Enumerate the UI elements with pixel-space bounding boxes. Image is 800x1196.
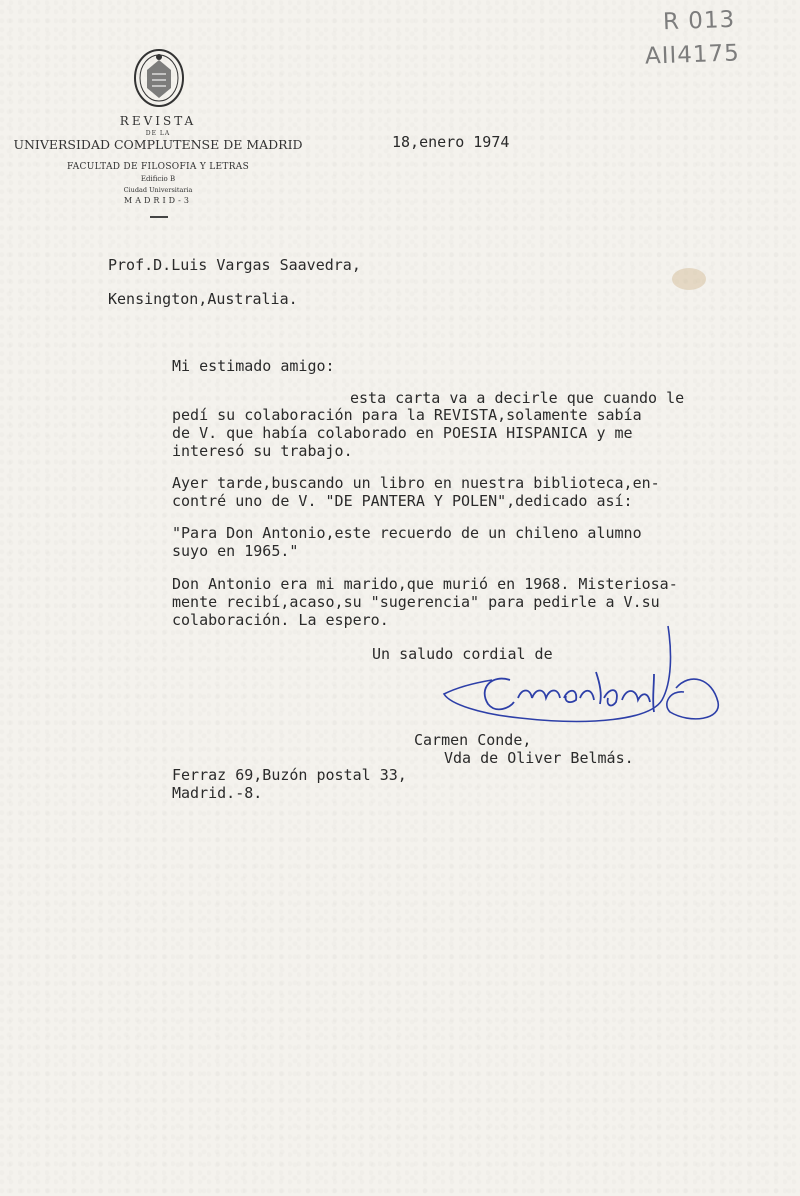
letterhead-faculty: FACULTAD DE FILOSOFIA Y LETRAS [66, 162, 250, 172]
body-line: interesó su trabajo. [172, 442, 353, 460]
handwritten-signature [440, 622, 725, 740]
body-line: Don Antonio era mi marido,que murió en 1968. Misteriosa- [172, 575, 678, 593]
recipient-location: Kensington,Australia. [108, 290, 298, 308]
body-line: pedí su colaboración para la REVISTA,solamente sabía [172, 406, 642, 424]
letterhead-revista: REVISTA [119, 114, 197, 128]
university-seal-icon [133, 48, 185, 108]
body-line: mente recibí,acaso,su "sugerencia" para pedirle a V.su [172, 593, 660, 611]
typed-signatory-name: Carmen Conde, [414, 731, 532, 749]
archive-code: R 013 [662, 6, 736, 36]
body-line: esta carta va a decirle que cuando le [350, 389, 685, 407]
body-line: suyo en 1965." [172, 542, 299, 560]
letterhead-campus: Ciudad Universitaria [123, 186, 193, 194]
letterhead-university: UNIVERSIDAD COMPLUTENSE DE MADRID [13, 137, 303, 152]
salutation: Mi estimado amigo: [172, 357, 335, 375]
closing: Un saludo cordial de [372, 645, 553, 663]
body-line: colaboración. La espero. [172, 611, 389, 629]
body-line: Ayer tarde,buscando un libro en nuestra biblioteca,en- [172, 474, 660, 492]
recipient-name: Prof.D.Luis Vargas Saavedra, [108, 256, 361, 274]
body-line: "Para Don Antonio,este recuerdo de un chileno alumno [172, 524, 642, 542]
paper-stain [672, 268, 706, 290]
letterhead-city: MADRID-3 [124, 196, 192, 205]
letter-date: 18,enero 1974 [392, 133, 510, 151]
body-line: contré uno de V. "DE PANTERA Y POLEN",dedicado así: [172, 492, 633, 510]
sender-address-line2: Madrid.-8. [172, 784, 263, 802]
body-line: de V. que había colaborado en POESIA HISPANICA y me [172, 424, 633, 442]
letterhead-de-la: DE LA [145, 130, 171, 137]
sender-address-line1: Ferraz 69,Buzón postal 33, [172, 766, 407, 784]
letterhead-building: Edificio B [140, 175, 176, 183]
letterhead-rule [150, 216, 168, 218]
typed-signatory-title: Vda de Oliver Belmás. [444, 749, 634, 767]
archive-number: AII4175 [644, 40, 741, 70]
